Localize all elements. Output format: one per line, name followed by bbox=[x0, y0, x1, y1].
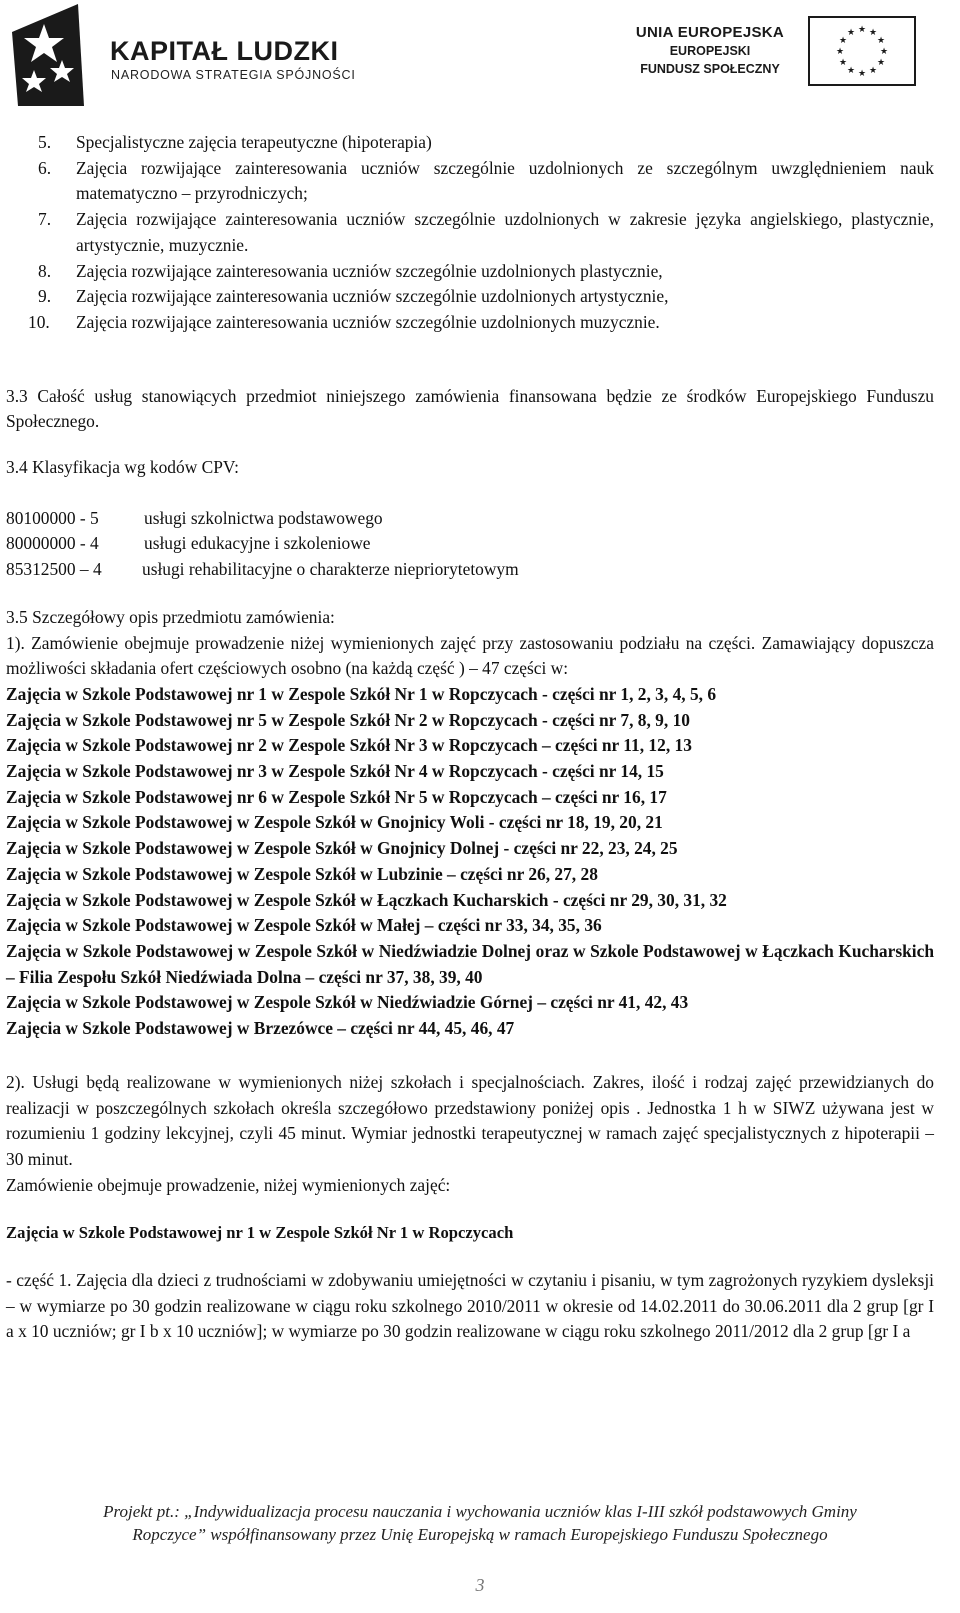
page-header bbox=[0, 0, 960, 110]
list-item bbox=[6, 207, 934, 258]
svg-text:★: ★ bbox=[835, 47, 845, 57]
footer-line-2: Ropczyce” współfinansowany przez Unię Europejską w ramach Europejskiego Funduszu Społecznego bbox=[132, 1525, 828, 1544]
point-2: 2). Usługi będą realizowane w wymienionych niżej szkołach i specjalnościach. Zakres, ilość i rodzaj zajęć przewidzianych do realizacji w poszczególnych szkołach określa szczegółowo przedstawiony poniżej opis . Jednostka 1 h w SIWZ używana jest w rozumieniu 1 godziny lekcyjnej, czyli 45 minut. Wymiar jednostki terapeutycznej w ramach zajęć specjalistycznych z hipoterapii – 30 minut. bbox=[6, 1071, 934, 1169]
svg-text:★: ★ bbox=[879, 47, 889, 57]
page-number: 3 bbox=[475, 1575, 485, 1595]
school-item: Zajęcia w Szkole Podstawowej w Zespole Szkół w Małej – części nr 33, 34, 35, 36 bbox=[6, 915, 602, 936]
schools-list bbox=[6, 682, 934, 1042]
eu-line-1: UNIA EUROPEJSKA bbox=[635, 24, 785, 41]
point-1: 1). Zamówienie obejmuje prowadzenie niżej wymienionych zajęć przy zastosowaniu podziału na części. Zamawiający dopuszcza możliwości składania ofert częściowych osobno (na każdą część ) – 47 części w: bbox=[6, 632, 934, 679]
list-item-number: 5. bbox=[38, 132, 52, 152]
eu-flag-icon bbox=[808, 16, 916, 86]
list-item-number: 6. bbox=[38, 157, 52, 178]
svg-text:★: ★ bbox=[857, 25, 867, 35]
svg-text:★: ★ bbox=[838, 36, 848, 46]
point-2-tail: Zamówienie obejmuje prowadzenie, niżej wymienionych zajęć: bbox=[6, 1174, 451, 1195]
cpv-description: usługi szkolnictwa podstawowego bbox=[144, 507, 383, 528]
list-item-text: Zajęcia rozwijające zainteresowania uczniów szczególnie uzdolnionych ze szczególnym uwzględnieniem nauk matematyczno – przyrodniczych; bbox=[76, 157, 934, 204]
school-item: Zajęcia w Szkole Podstawowej w Zespole Szkół w Gnojnicy Dolnej - części nr 22, 23, 24, 25 bbox=[6, 838, 678, 859]
cpv-row bbox=[6, 557, 934, 583]
school-item: Zajęcia w Szkole Podstawowej nr 5 w Zespole Szkół Nr 2 w Ropczycach - części nr 7, 8, 9, 10 bbox=[6, 709, 690, 730]
cpv-row bbox=[6, 506, 934, 532]
svg-text:★: ★ bbox=[846, 66, 856, 76]
section-3-3: 3.3 Całość usług stanowiących przedmiot niniejszego zamówienia finansowana będzie ze środków Europejskiego Funduszu Społecznego. bbox=[6, 385, 934, 432]
school-item: Zajęcia w Szkole Podstawowej w Zespole Szkół w Niedźwiadzie Górnej – części nr 41, 42, 43 bbox=[6, 992, 689, 1013]
list-item-number: 8. bbox=[38, 260, 52, 281]
svg-text:★: ★ bbox=[868, 28, 878, 38]
svg-text:★: ★ bbox=[876, 58, 886, 68]
kapital-ludzki-logo-icon bbox=[4, 2, 104, 108]
list-item bbox=[6, 130, 934, 156]
cpv-description: usługi edukacyjne i szkoleniowe bbox=[144, 533, 371, 554]
cpv-list bbox=[6, 506, 934, 583]
list-item-text: Zajęcia rozwijające zainteresowania uczniów szczególnie uzdolnionych w zakresie języka angielskiego, plastycznie, artystycznie, muzycznie. bbox=[76, 209, 934, 255]
svg-text:★: ★ bbox=[876, 36, 886, 46]
cpv-code: 80000000 - 4 bbox=[6, 533, 99, 554]
cpv-code: 85312500 – 4 bbox=[6, 559, 102, 580]
school-heading: Zajęcia w Szkole Podstawowej nr 1 w Zespole Szkół Nr 1 w Ropczycach bbox=[6, 1223, 514, 1243]
footer-line-1: Projekt pt.: „Indywidualizacja procesu nauczania i wychowania uczniów klas I-III szkół podstawowych Gminy bbox=[103, 1502, 857, 1521]
school-item: Zajęcia w Szkole Podstawowej nr 3 w Zespole Szkół Nr 4 w Ropczycach - części nr 14, 15 bbox=[6, 761, 664, 782]
school-item: Zajęcia w Szkole Podstawowej nr 6 w Zespole Szkół Nr 5 w Ropczycach – części nr 16, 17 bbox=[6, 786, 667, 807]
list-item bbox=[6, 284, 934, 310]
school-item: Zajęcia w Szkole Podstawowej w Brzezówce – części nr 44, 45, 46, 47 bbox=[6, 1018, 515, 1039]
list-item-text: Zajęcia rozwijające zainteresowania uczniów szczególnie uzdolnionych muzycznie. bbox=[76, 311, 660, 332]
eu-line-3: FUNDUSZ SPOŁECZNY bbox=[640, 62, 780, 76]
svg-text:★: ★ bbox=[868, 66, 878, 76]
cpv-description: usługi rehabilitacyjne o charakterze niepriorytetowym bbox=[142, 559, 519, 580]
kapital-ludzki-subtitle: NARODOWA STRATEGIA SPÓJNOŚCI bbox=[111, 68, 356, 82]
school-item: Zajęcia w Szkole Podstawowej w Zespole Szkół w Lubzinie – części nr 26, 27, 28 bbox=[6, 863, 598, 884]
part-1: - część 1. Zajęcia dla dzieci z trudnościami w zdobywaniu umiejętności w czytaniu i pisaniu, w tym zagrożonych ryzykiem dysleksji – w wymiarze po 30 godzin realizowane w ciągu roku szkolnego 2010/2011 w okresie od 14.02.2011 do 30.06.2011 dla 2 grup [gr I a x 10 uczniów; gr I b x 10 uczniów]; w wymiarze po 30 godzin realizowane w ciągu roku szkolnego 2011/2012 dla 2 grup [gr I a bbox=[6, 1270, 934, 1342]
section-3-4: 3.4 Klasyfikacja wg kodów CPV: bbox=[6, 457, 239, 478]
list-item bbox=[6, 259, 934, 285]
list-item bbox=[6, 156, 934, 207]
school-item: Zajęcia w Szkole Podstawowej w Zespole Szkół w Niedźwiadzie Dolnej oraz w Szkole Podstawowej w Łączkach Kucharskich – Filia Zespołu Szkół Niedźwiada Dolna – części nr 37, 38, 39, 40 bbox=[6, 940, 934, 987]
eu-logo-text bbox=[630, 24, 790, 78]
document-body bbox=[6, 130, 934, 1345]
list-item-number: 7. bbox=[38, 209, 52, 230]
section-3-5: 3.5 Szczegółowy opis przedmiotu zamówienia: bbox=[6, 606, 335, 627]
school-item: Zajęcia w Szkole Podstawowej nr 1 w Zespole Szkół Nr 1 w Ropczycach - części nr 1, 2, 3, 4, 5, 6 bbox=[6, 683, 717, 704]
list-item-number: 10. bbox=[28, 311, 50, 332]
school-item: Zajęcia w Szkole Podstawowej w Zespole Szkół w Łączkach Kucharskich - części nr 29, 30, 31, 32 bbox=[6, 889, 727, 910]
cpv-row bbox=[6, 531, 934, 557]
svg-text:★: ★ bbox=[846, 28, 856, 38]
cpv-code: 80100000 - 5 bbox=[6, 507, 99, 528]
svg-text:★: ★ bbox=[838, 58, 848, 68]
list-item-text: Zajęcia rozwijające zainteresowania uczniów szczególnie uzdolnionych artystycznie, bbox=[76, 286, 669, 307]
school-item: Zajęcia w Szkole Podstawowej w Zespole Szkół w Gnojnicy Woli - części nr 18, 19, 20, 21 bbox=[6, 812, 663, 833]
kapital-ludzki-title: KAPITAŁ LUDZKI bbox=[110, 36, 339, 66]
list-item-text: Zajęcia rozwijające zainteresowania uczniów szczególnie uzdolnionych plastycznie, bbox=[76, 260, 663, 281]
eu-line-2: EUROPEJSKI bbox=[669, 44, 751, 58]
page-footer bbox=[0, 1500, 960, 1546]
list-item-text: Specjalistyczne zajęcia terapeutyczne (hipoterapia) bbox=[76, 132, 432, 152]
svg-text:★: ★ bbox=[857, 69, 867, 79]
list-item-number: 9. bbox=[38, 286, 52, 307]
list-item bbox=[6, 310, 934, 336]
school-item: Zajęcia w Szkole Podstawowej nr 2 w Zespole Szkół Nr 3 w Ropczycach – części nr 11, 12, 13 bbox=[6, 735, 692, 756]
activities-list bbox=[6, 130, 934, 336]
